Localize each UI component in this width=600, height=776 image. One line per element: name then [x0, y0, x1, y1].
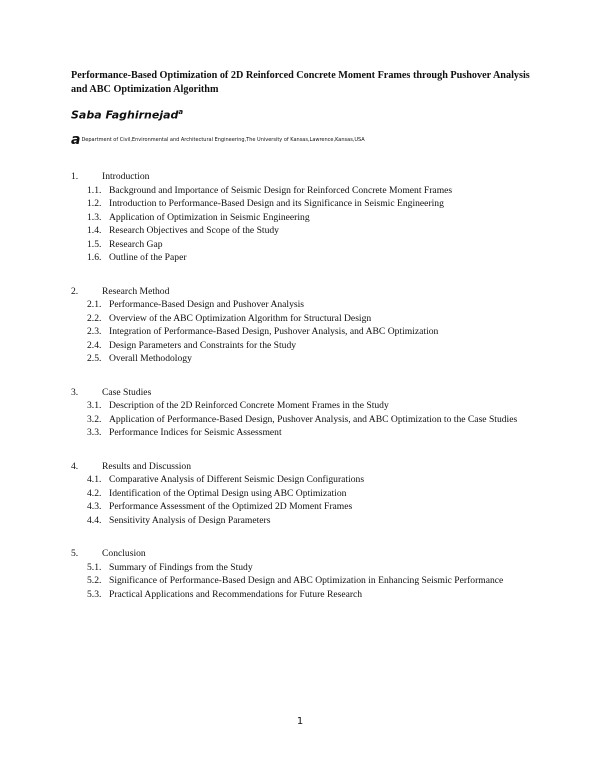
affiliation-text: Department of Civil,Environmental and Architectural Engineering,The University of Kansas,Lawrence,Kansas,USA: [81, 137, 365, 143]
section-title: Case Studies: [102, 386, 152, 398]
subsection-number: 4.3.: [87, 501, 102, 512]
subsection-number: 4.2.: [87, 487, 102, 499]
toc-subsection: [87, 238, 541, 252]
toc-subsection: [87, 426, 541, 440]
toc-section: [71, 460, 541, 528]
section-number: 2.: [71, 285, 79, 297]
section-number: 5.: [71, 548, 79, 559]
section-title: Research Method: [102, 285, 170, 297]
subsection-title: Research Objectives and Scope of the Study: [109, 225, 279, 236]
toc-section: [71, 386, 541, 440]
toc-section-heading: [71, 285, 541, 299]
subsection-number: 1.3.: [87, 211, 102, 223]
subsection-title: Research Gap: [109, 238, 163, 250]
toc-section: [71, 547, 541, 601]
subsection-number: 2.2.: [87, 312, 102, 324]
subsection-number: 1.6.: [87, 252, 102, 263]
toc-subsection: [87, 574, 541, 588]
subsection-number: 4.1.: [87, 474, 102, 485]
subsection-title: Introduction to Performance-Based Design and its Significance in Seismic Engineering: [109, 198, 444, 209]
subsection-number: 3.2.: [87, 413, 102, 425]
toc-subsection: [87, 325, 541, 339]
toc-subsection: [87, 184, 541, 198]
toc-subsection: [87, 399, 541, 413]
subsection-number: 4.4.: [87, 514, 102, 526]
subsection-number: 2.4.: [87, 339, 102, 351]
subsection-number: 1.4.: [87, 225, 102, 236]
toc-section: [71, 170, 541, 265]
section-number: 3.: [71, 386, 79, 398]
subsection-title: Description of the 2D Reinforced Concrete Moment Frames in the Study: [109, 400, 389, 411]
author-line: [71, 108, 183, 122]
toc-subsection: [87, 197, 541, 211]
toc-section: [71, 285, 541, 366]
subsection-number: 1.1.: [87, 184, 102, 196]
toc-section-heading: [71, 170, 541, 184]
toc-subsection: [87, 473, 541, 487]
toc-subsection: [87, 339, 541, 353]
section-title: Conclusion: [102, 548, 146, 559]
toc-subsection: [87, 224, 541, 238]
affiliation-line: [71, 132, 365, 148]
toc-subsection: [87, 514, 541, 528]
subsection-number: 5.3.: [87, 588, 102, 600]
subsection-number: 2.1.: [87, 299, 102, 310]
toc-section-heading: [71, 386, 541, 400]
subsection-number: 3.3.: [87, 427, 102, 438]
section-number: 1.: [71, 171, 79, 182]
toc-section-heading: [71, 547, 541, 561]
toc-subsection: [87, 312, 541, 326]
toc-subsection: [87, 413, 541, 427]
subsection-number: 3.1.: [87, 400, 102, 411]
subsection-title: Overall Methodology: [109, 353, 192, 364]
subsection-title: Performance Indices for Seismic Assessment: [109, 427, 282, 438]
toc-subsection: [87, 500, 541, 514]
author-affiliation-mark: a: [178, 108, 184, 116]
author-name: Saba Faghirnejad: [71, 108, 179, 122]
subsection-title: Comparative Analysis of Different Seismic Design Configurations: [109, 474, 365, 485]
subsection-title: Performance-Based Design and Pushover Analysis: [109, 299, 305, 310]
subsection-title: Application of Performance-Based Design, Pushover Analysis, and ABC Optimization to the Case Studies: [109, 413, 518, 425]
subsection-title: Summary of Findings from the Study: [109, 561, 253, 573]
toc-section-heading: [71, 460, 541, 474]
table-of-contents: [71, 170, 541, 621]
toc-subsection: [87, 588, 541, 602]
toc-subsection: [87, 352, 541, 366]
subsection-title: Practical Applications and Recommendations for Future Research: [109, 588, 363, 600]
section-title: Introduction: [102, 171, 150, 182]
toc-subsection: [87, 487, 541, 501]
toc-subsection: [87, 561, 541, 575]
subsection-number: 2.3.: [87, 326, 102, 337]
affiliation-mark: a: [71, 132, 81, 148]
subsection-title: Performance Assessment of the Optimized 2D Moment Frames: [109, 501, 353, 512]
subsection-title: Significance of Performance-Based Design and ABC Optimization in Enhancing Seismic Performance: [109, 575, 504, 586]
section-title: Results and Discussion: [102, 460, 192, 472]
subsection-number: 1.5.: [87, 238, 102, 250]
subsection-number: 5.1.: [87, 561, 102, 573]
subsection-title: Design Parameters and Constraints for the Study: [109, 339, 297, 351]
subsection-title: Outline of the Paper: [109, 252, 187, 263]
subsection-title: Application of Optimization in Seismic Engineering: [109, 211, 310, 223]
toc-subsection: [87, 298, 541, 312]
subsection-title: Integration of Performance-Based Design, Pushover Analysis, and ABC Optimization: [109, 326, 439, 337]
page-number: 1: [296, 716, 304, 727]
subsection-number: 2.5.: [87, 353, 102, 364]
paper-title: Performance-Based Optimization of 2D Reinforced Concrete Moment Frames through Pushover Analysis and ABC Optimization Algorithm: [71, 70, 530, 95]
subsection-title: Background and Importance of Seismic Design for Reinforced Concrete Moment Frames: [109, 184, 453, 196]
subsection-title: Overview of the ABC Optimization Algorithm for Structural Design: [109, 312, 372, 324]
subsection-number: 5.2.: [87, 575, 102, 586]
subsection-number: 1.2.: [87, 198, 102, 209]
toc-subsection: [87, 251, 541, 265]
subsection-title: Identification of the Optimal Design using ABC Optimization: [109, 487, 347, 499]
section-number: 4.: [71, 460, 79, 472]
toc-subsection: [87, 211, 541, 225]
subsection-title: Sensitivity Analysis of Design Parameters: [109, 514, 271, 526]
